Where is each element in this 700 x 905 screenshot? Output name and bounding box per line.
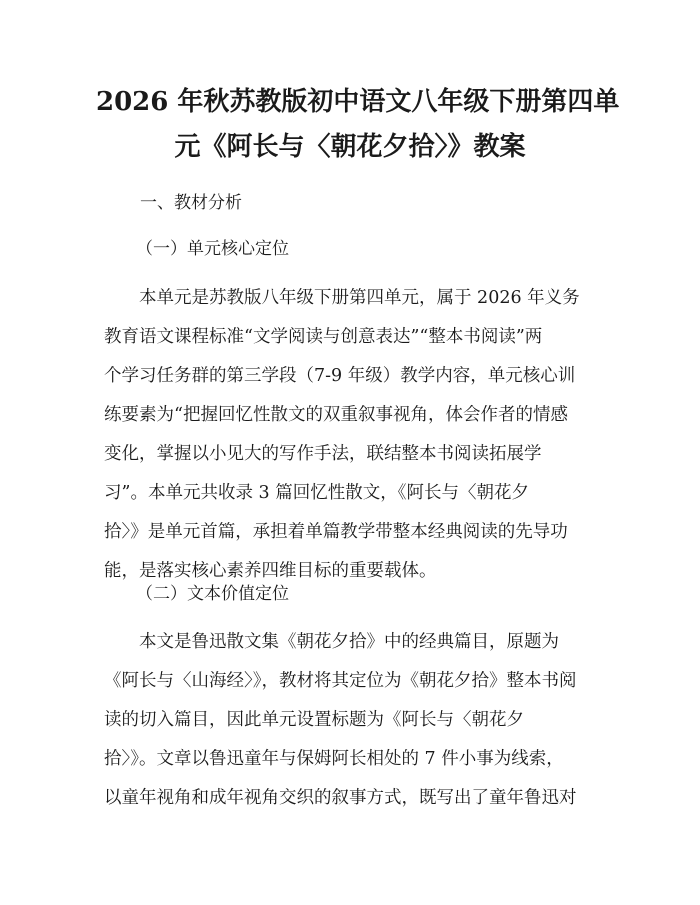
paragraph-line: 本单元是苏教版八年级下册第四单元，属于 2026 年义务 <box>139 288 580 308</box>
paragraph-line: 教育语文课程标准“文学阅读与创意表达”“整本书阅读”两 <box>104 327 543 347</box>
subsection-heading-unit-core: （一）单元核心定位 <box>136 239 289 259</box>
paragraph-line: 拾〉》。文章以鲁迅童年与保姆阿长相处的 7 件小事为线索， <box>104 749 564 769</box>
paragraph-line: 读的切入篇目，因此单元设置标题为《阿长与〈朝花夕 <box>104 710 524 730</box>
paragraph-line: 能，是落实核心素养四维目标的重要载体。 <box>104 561 437 581</box>
paragraph-line: 习”。本单元共收录 3 篇回忆性散文，《阿长与〈朝花夕 <box>104 483 529 503</box>
document-title-line-2: 元《阿长与〈朝花夕拾〉》教案 <box>174 132 526 162</box>
paragraph-line: 以童年视角和成年视角交织的叙事方式，既写出了童年鲁迅对 <box>104 788 577 808</box>
paragraph-line: 变化，掌握以小见大的写作手法，联结整本书阅读拓展学 <box>104 444 542 464</box>
paragraph-line: 本文是鲁迅散文集《朝花夕拾》中的经典篇目，原题为 <box>139 632 559 652</box>
paragraph-line: 《阿长与〈山海经〉》，教材将其定位为《朝花夕拾》整本书阅 <box>104 671 577 691</box>
paragraph-text-value <box>104 631 600 826</box>
document-title-line-1: 2026 年秋苏教版初中语文八年级下册第四单 <box>96 87 620 117</box>
paragraph-line: 练要素为“把握回忆性散文的双重叙事视角，体会作者的情感 <box>104 405 568 425</box>
paragraph-line: 个学习任务群的第三学段（7-9 年级）教学内容，单元核心训 <box>104 366 576 386</box>
subsection-heading-text-value: （二）文本价值定位 <box>136 584 289 604</box>
paragraph-unit-core <box>104 287 600 599</box>
section-heading-teaching-material-analysis: 一、教材分析 <box>140 193 242 213</box>
paragraph-line: 拾〉》是单元首篇，承担着单篇教学带整本经典阅读的先导功 <box>104 522 568 542</box>
